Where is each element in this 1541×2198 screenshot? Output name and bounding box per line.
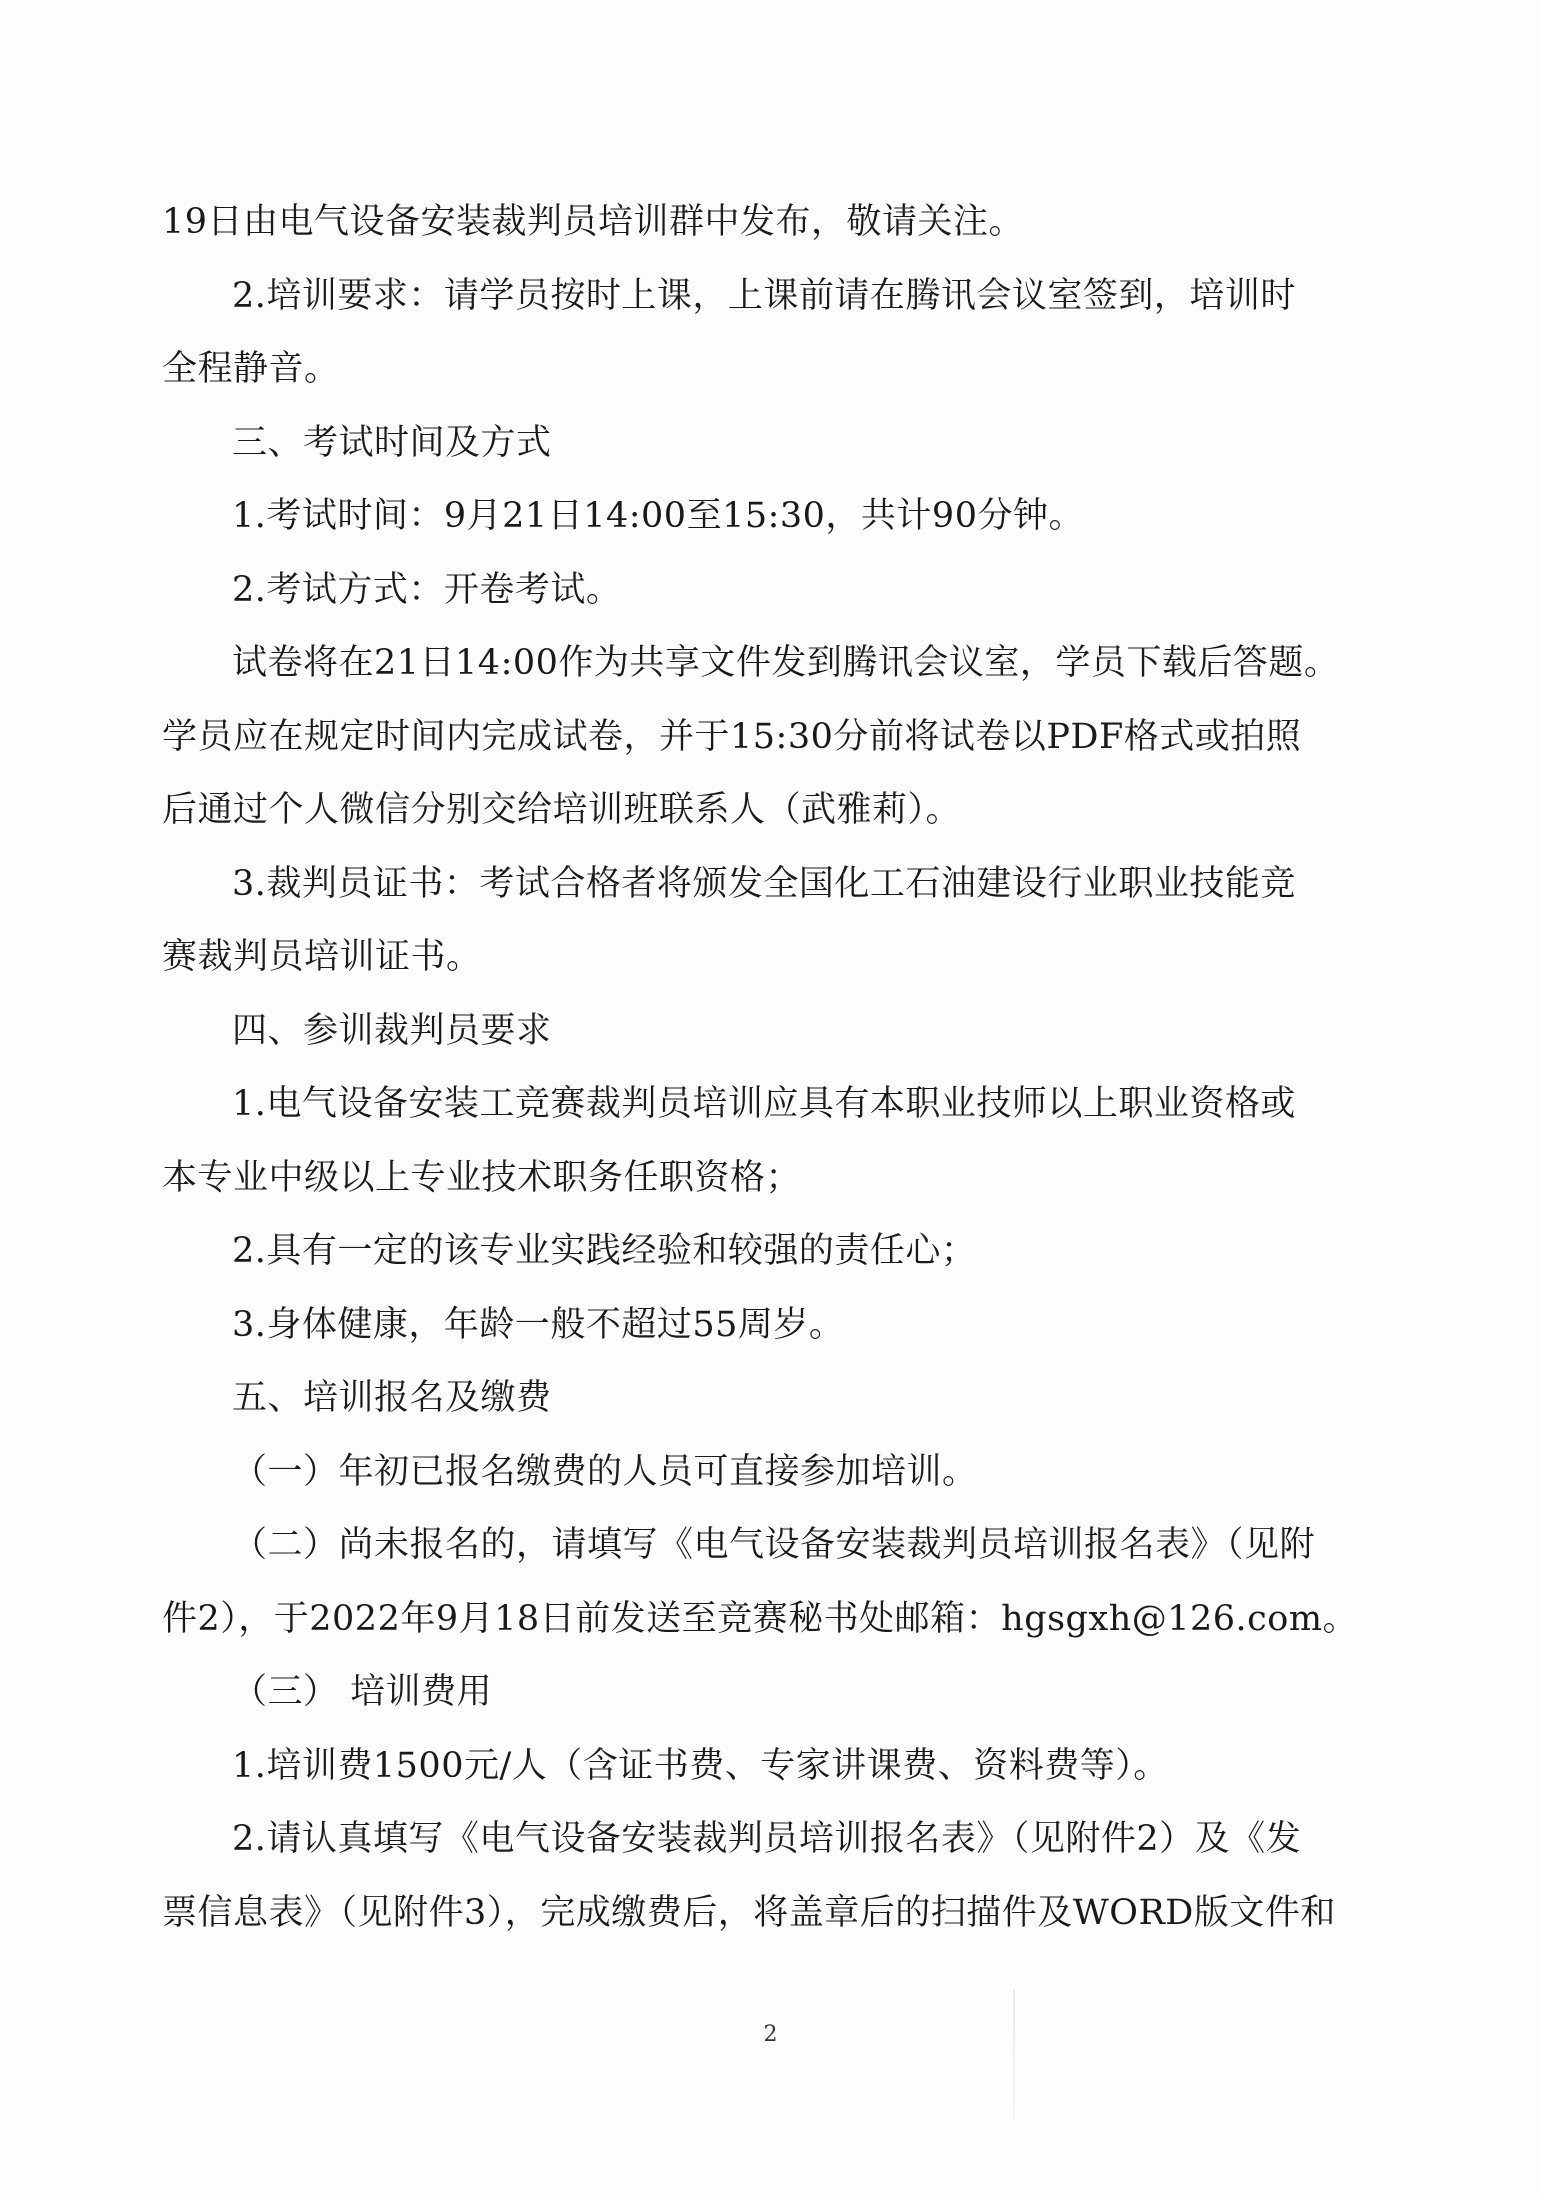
document-body xyxy=(162,186,1384,1950)
text-line: 试卷将在21日14:00作为共享文件发到腾讯会议室，学员下载后答题。 xyxy=(232,643,1340,683)
section-heading: 五、培训报名及缴费 xyxy=(232,1378,552,1418)
text-line: 学员应在规定时间内完成试卷，并于15:30分前将试卷以PDF格式或拍照 xyxy=(162,716,1302,757)
text-line: （二）尚未报名的，请填写《电气设备安装裁判员培训报名表》（见附 xyxy=(232,1525,1316,1565)
text-line: 19日由电气设备安装裁判员培训群中发布，敬请关注。 xyxy=(162,202,1025,242)
section-heading: 四、参训裁判员要求 xyxy=(232,1010,552,1051)
text-line: 2.培训要求：请学员按时上课，上课前请在腾讯会议室签到，培训时 xyxy=(232,275,1296,316)
page-number: 2 xyxy=(763,2022,778,2047)
text-line: 2.考试方式：开卷考试。 xyxy=(232,569,622,610)
text-line: 后通过个人微信分别交给培训班联系人（武雅莉）。 xyxy=(162,790,962,830)
text-line: 2.具有一定的该专业实践经验和较强的责任心； xyxy=(232,1231,977,1271)
text-line: 全程静音。 xyxy=(162,349,340,389)
text-line: 1.电气设备安装工竞赛裁判员培训应具有本职业技师以上职业资格或 xyxy=(232,1084,1296,1124)
text-line: 1.培训费1500元/人（含证书费、专家讲课费、资料费等）。 xyxy=(232,1745,1169,1786)
text-line: 2.请认真填写《电气设备安装裁判员培训报名表》（见附件2）及《发 xyxy=(232,1819,1302,1859)
text-line: （一）年初已报名缴费的人员可直接参加培训。 xyxy=(232,1451,978,1492)
scan-artifact xyxy=(1013,1990,1015,2120)
subsection-heading: （三） 培训费用 xyxy=(232,1672,493,1712)
text-line: 本专业中级以上专业技术职务任职资格； xyxy=(162,1157,802,1198)
text-line: 票信息表》（见附件3），完成缴费后，将盖章后的扫描件及WORD版文件和 xyxy=(162,1892,1336,1933)
text-line: 1.考试时间：9月21日14:00至15:30，共计90分钟。 xyxy=(232,496,1084,536)
text-line: 件2），于2022年9月18日前发送至竞赛秘书处邮箱：hgsgxh@126.com。 xyxy=(162,1598,1359,1639)
text-line: 3.身体健康，年龄一般不超过55周岁。 xyxy=(232,1304,845,1345)
text-line: 3.裁判员证书：考试合格者将颁发全国化工石油建设行业职业技能竞 xyxy=(232,863,1296,904)
section-heading: 三、考试时间及方式 xyxy=(232,422,552,463)
text-line: 赛裁判员培训证书。 xyxy=(162,937,482,977)
